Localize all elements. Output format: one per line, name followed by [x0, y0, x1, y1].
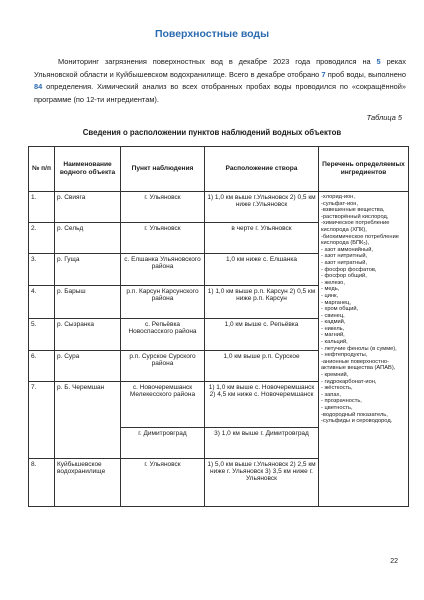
row-point: г. Ульяновск [121, 192, 205, 223]
row-river: р. Сызранка [55, 319, 121, 351]
row-num: 7. [29, 382, 55, 459]
ingredient-item: - запах, [321, 391, 341, 398]
determinations-count: 84 [34, 82, 43, 91]
ingredients-list [319, 192, 409, 507]
row-river: р. Б. Черемшан [55, 382, 121, 459]
row-num: 6. [29, 351, 55, 382]
row-river: р. Сельд [55, 223, 121, 254]
ingredient-item: - цинк, [321, 292, 339, 299]
row-river: р. Барыш [55, 286, 121, 319]
row-river: Куйбышевское водохранилище [55, 459, 121, 507]
ingredient-item: -химическое потребление кислорода (ХПК), [321, 220, 390, 233]
row-river: р. Сура [55, 351, 121, 382]
ingredient-item: - азот нитратный, [321, 259, 368, 266]
ingredient-item: - фосфор общий, [321, 273, 367, 280]
ingredient-item: - никель, [321, 325, 345, 332]
header-point: Пункт наблюдения [121, 147, 205, 192]
row-point: с. Новочеремшанск Мелекесского района [121, 382, 205, 428]
row-location: 1) 5,0 км выше г.Ульяновск 2) 2,5 км ниже г. Ульяновск 3) 3,5 км ниже г. Ульяновск [205, 459, 319, 507]
ingredient-item: - жёсткость, [321, 385, 353, 392]
row-point: г. Димитровград [121, 428, 205, 459]
ingredient-item: - медь, [321, 286, 340, 293]
ingredient-item: -сульфат-ион, [321, 200, 359, 207]
intro-text-2: реках Ульяновской области и Куйбышевском водохранилище. Всего в декабре отобрано [34, 57, 406, 79]
ingredient-item: - нефтепродукты, [321, 352, 368, 359]
page-title: Поверхностные воды [154, 28, 270, 40]
row-point: с. Елшанка Ульяновского района [121, 254, 205, 286]
ingredient-item: - цветность, [321, 405, 353, 411]
intro-text-4: определения. Химический анализ во всех отобранных пробах воды проводился по «сокращённой» программе (по 12-ти ингредиентам). [34, 82, 406, 104]
ingredient-item: - летучие фенолы (в сумме), [321, 345, 397, 352]
ingredient-item: -взвешенные вещества, [321, 207, 385, 214]
ingredient-item: - прозрачность, [321, 398, 362, 405]
ingredient-item: - гидрокарбонат-ион, [321, 378, 377, 385]
intro-paragraph [34, 56, 406, 106]
header-object: Наименование водного объекта [55, 147, 121, 192]
row-location: 1) 1,0 км выше р.п. Карсун 2) 0,5 км ниже р.п. Карсун [205, 286, 319, 319]
row-num: 8. [29, 459, 55, 507]
ingredient-item: -хлорид-ион, [321, 194, 355, 200]
row-num: 5. [29, 319, 55, 351]
row-point: г. Ульяновск [121, 459, 205, 507]
intro-text-1: Мониторинг загрязнения поверхностных вод в декабре 2023 года проводился на [58, 57, 377, 66]
row-num: 4. [29, 286, 55, 319]
observation-points-table [28, 146, 409, 507]
ingredient-item: - марганец, [321, 299, 351, 306]
row-location: 1) 1,0 км выше г.Ульяновск 2) 0,5 км ниже г.Ульяновск [205, 192, 319, 223]
row-location: 1,0 км выше р.п. Сурское [205, 351, 319, 382]
ingredient-item: -анионные поверхностно-активные вещества (АПАВ), [321, 358, 396, 372]
ingredient-item: - магний, [321, 332, 345, 339]
ingredient-item: -растворённый кислород, [321, 213, 389, 220]
ingredient-item: - кальций, [321, 339, 348, 346]
header-ingredients: Перечень определяемых ингредиентов [319, 147, 409, 192]
ingredient-item: - хром общий, [321, 306, 359, 313]
row-location: в черте г. Ульяновск [205, 223, 319, 254]
ingredient-item: - кадмий, [321, 319, 346, 326]
ingredient-item: - свинец, [321, 312, 345, 319]
ingredient-item: -сульфиды и сероводород. [321, 418, 393, 425]
header-location: Расположение створа [205, 147, 319, 192]
ingredient-item: - железо, [321, 279, 345, 286]
row-river: р. Гуща [55, 254, 121, 286]
row-point: г. Ульяновск [121, 223, 205, 254]
table-caption: Сведения о расположении пунктов наблюдений водных объектов [82, 128, 342, 137]
row-point: р.п. Карсун Карсунского района [121, 286, 205, 319]
intro-text-3: проб воды, выполнено [325, 69, 406, 79]
header-num: № п/п [29, 147, 55, 192]
row-location: 3) 1,0 км выше г. Димитровград [205, 428, 319, 459]
row-location: 1,0 км выше с. Репьёвка [205, 319, 319, 351]
ingredient-item: - кремний, [321, 372, 349, 379]
ingredient-item: - азот аммонийный, [321, 246, 373, 253]
table-row [29, 192, 409, 223]
ingredient-item: -водородный показатель, [321, 411, 388, 418]
rivers-count: 5 [376, 57, 381, 66]
row-location: 1,0 км ниже с. Елшанка [205, 254, 319, 286]
page-number: 22 [390, 558, 398, 565]
ingredient-item: - азот нитритный, [321, 253, 368, 260]
table-label: Таблица 5 [366, 113, 402, 122]
row-num: 1. [29, 192, 55, 223]
row-location: 1) 1,0 км выше с. Новочеремшанск 2) 4,5 км ниже с. Новочеремшанск [205, 382, 319, 428]
row-num: 2. [29, 223, 55, 254]
table-header-row [29, 147, 409, 192]
row-num: 3. [29, 254, 55, 286]
ingredient-item: - фосфор фосфатов, [321, 266, 377, 273]
samples-count: 7 [321, 69, 326, 79]
row-point: с. Репьёвка Новоспасского района [121, 319, 205, 351]
ingredient-item: -биохимическое потребление кислорода (БПК₅), [321, 233, 399, 247]
row-river: р. Свияга [55, 192, 121, 223]
row-point: р.п. Сурское Сурского района [121, 351, 205, 382]
